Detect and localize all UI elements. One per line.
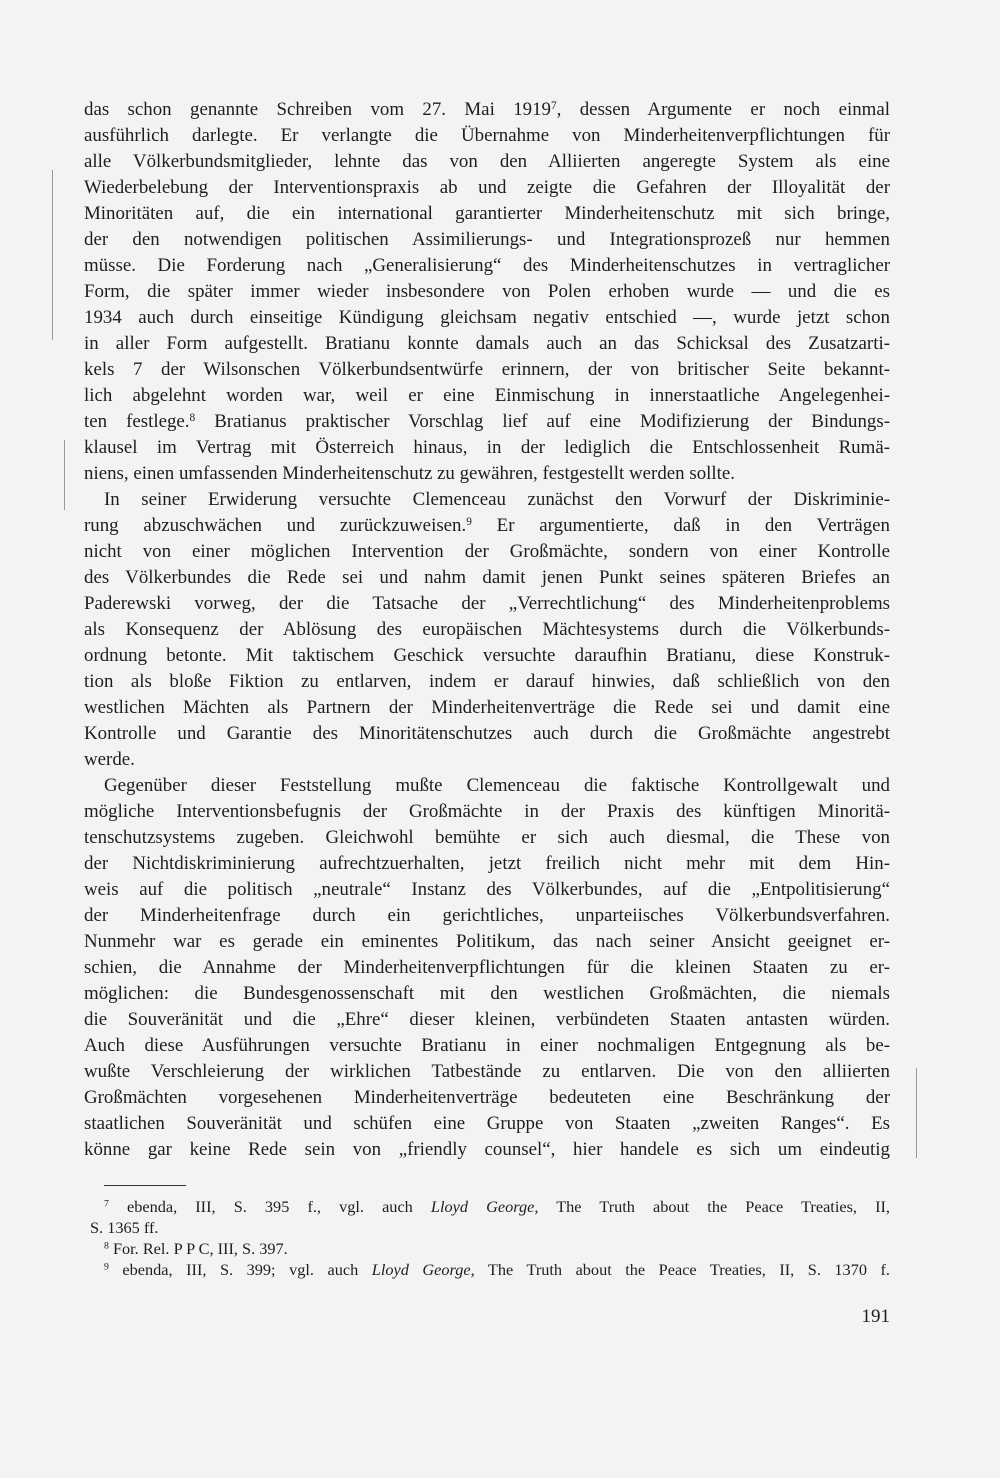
margin-scan-mark	[916, 1068, 917, 1158]
body-line: Nunmehr war es gerade ein eminentes Politikum, das nach seiner Ansicht geeignet er-	[84, 931, 890, 952]
body-line: des Völkerbundes die Rede sei und nahm damit jenen Punkt seines späteren Briefes an	[84, 567, 890, 588]
footnote-7-continuation: S. 1365 ff.	[90, 1218, 159, 1237]
body-line: Kontrolle und Garantie des Minoritätenschutzes auch durch die Großmächte angestrebt	[84, 723, 890, 744]
footnote-ref-7[interactable]: 7	[550, 99, 557, 112]
body-text	[84, 97, 890, 1163]
body-line: tenschutzsystems zugeben. Gleichwohl bemühte er sich auch diesmal, die These von	[84, 827, 890, 848]
footnote-9: $^9$ ebenda, III, S. 399; vgl. auch Lloyd George, The Truth about the Peace Treaties, II, S. 1370 f.	[104, 1260, 890, 1279]
body-line: 1934 auch durch einseitige Kündigung gleichsam negativ entschied —, wurde jetzt schon	[84, 307, 890, 328]
body-line: ten festlege.$^8$ Bratianus praktischer Vorschlag lief auf eine Modifizierung der Bindungs-	[84, 411, 890, 432]
body-line: weis auf die politisch „neutrale“ Instanz des Völkerbundes, auf die „Entpolitisierung“	[84, 879, 890, 900]
body-line: Wiederbelebung der Interventionspraxis ab und zeigte die Gefahren der Illoyalität der	[84, 177, 890, 198]
body-line: die Souveränität und die „Ehre“ dieser kleinen, verbündeten Staaten antasten würden.	[84, 1009, 890, 1030]
body-line: staatlichen Souveränität und schüfen eine Gruppe von Staaten „zweiten Ranges“. Es	[84, 1113, 890, 1134]
body-line: wußte Verschleierung der wirklichen Tatbestände zu entlarven. Die von den alliierten	[84, 1061, 890, 1082]
body-line: lich abgelehnt worden war, weil er eine Einmischung in innerstaatliche Angelegenhei-	[84, 385, 890, 406]
paragraph-start-line: Gegenüber dieser Feststellung mußte Clemenceau die faktische Kontrollgewalt und	[104, 775, 890, 796]
body-line: ausführlich darlegte. Er verlangte die Übernahme von Minderheitenverpflichtungen für	[84, 125, 890, 146]
body-line: tion als bloße Fiktion zu entlarven, indem er darauf hinwies, daß schließlich von den	[84, 671, 890, 692]
body-line: in aller Form aufgestellt. Bratianu konnte damals auch an das Schicksal des Zusatzarti-	[84, 333, 890, 354]
body-line: möglichen: die Bundesgenossenschaft mit den westlichen Großmächten, die niemals	[84, 983, 890, 1004]
footnote-7: $^7$ ebenda, III, S. 395 f., vgl. auch Lloyd George, The Truth about the Peace Treaties, II,	[104, 1197, 890, 1216]
body-line: das schon genannte Schreiben vom 27. Mai 1919$^7$, dessen Argumente er noch einmal	[84, 99, 890, 120]
body-line: könne gar keine Rede sein von „friendly counsel“, hier handele es sich um eindeutig	[84, 1139, 890, 1160]
footnotes	[84, 1196, 890, 1280]
body-line: Minoritäten auf, die ein international garantierter Minderheitenschutz mit sich bringe,	[84, 203, 890, 224]
body-line: nicht von einer möglichen Intervention der Großmächte, sondern von einer Kontrolle	[84, 541, 890, 562]
body-line: Paderewski vorweg, der die Tatsache der „Verrechtlichung“ des Minderheitenproblems	[84, 593, 890, 614]
body-line: rung abzuschwächen und zurückzuweisen.$^9$ Er argumentierte, daß in den Verträgen	[84, 515, 890, 536]
body-line: Auch diese Ausführungen versuchte Bratianu in einer nochmaligen Entgegnung als be-	[84, 1035, 890, 1056]
margin-scan-mark	[52, 170, 53, 340]
body-line: mögliche Interventionsbefugnis der Großmächte in der Praxis des künftigen Minoritä-	[84, 801, 890, 822]
body-line: der Minderheitenfrage durch ein gerichtliches, unparteiisches Völkerbundsverfahren.	[84, 905, 890, 926]
body-line: klausel im Vertrag mit Österreich hinaus, in der lediglich die Entschlossenheit Rumä-	[84, 437, 890, 458]
page-number: 191	[861, 1306, 890, 1327]
paragraph-start-line: In seiner Erwiderung versuchte Clemenceau zunächst den Vorwurf der Diskriminie-	[104, 489, 890, 510]
footnote-8: $^8$ For. Rel. P P C, III, S. 397.	[104, 1239, 288, 1258]
footnote-author: Lloyd George,	[371, 1260, 475, 1279]
body-line: schien, die Annahme der Minderheitenverpflichtungen für die kleinen Staaten zu er-	[84, 957, 890, 978]
footnote-author: Lloyd George,	[430, 1197, 539, 1216]
body-line: werde.	[84, 749, 135, 770]
body-line: kels 7 der Wilsonschen Völkerbundsentwürfe erinnern, der von britischer Seite bekannt-	[84, 359, 890, 380]
footnote-ref-9[interactable]: 9	[466, 515, 472, 528]
body-line: Form, die später immer wieder insbesondere von Polen erhoben wurde — und die es	[84, 281, 890, 302]
footnote-divider	[104, 1185, 186, 1186]
body-line: müsse. Die Forderung nach „Generalisierung“ des Minderheitenschutzes in vertraglicher	[84, 255, 890, 276]
body-line: alle Völkerbundsmitglieder, lehnte das von den Alliierten angeregte System als eine	[84, 151, 890, 172]
body-line: als Konsequenz der Ablösung des europäischen Mächtesystems durch die Völkerbunds-	[84, 619, 890, 640]
body-line: westlichen Mächten als Partnern der Minderheitenverträge die Rede sei und damit eine	[84, 697, 890, 718]
body-line: ordnung betonte. Mit taktischem Geschick versuchte daraufhin Bratianu, diese Konstruk-	[84, 645, 890, 666]
body-line: niens, einen umfassenden Minderheitenschutz zu gewähren, festgestellt werden sollte.	[84, 463, 735, 484]
body-line: Großmächten vorgesehenen Minderheitenverträge bedeuteten eine Beschränkung der	[84, 1087, 890, 1108]
margin-scan-mark	[64, 440, 65, 510]
body-line: der den notwendigen politischen Assimilierungs- und Integrationsprozeß nur hemmen	[84, 229, 890, 250]
footnote-ref-8[interactable]: 8	[189, 411, 196, 424]
body-line: der Nichtdiskriminierung aufrechtzuerhalten, jetzt freilich nicht mehr mit dem Hin-	[84, 853, 890, 874]
